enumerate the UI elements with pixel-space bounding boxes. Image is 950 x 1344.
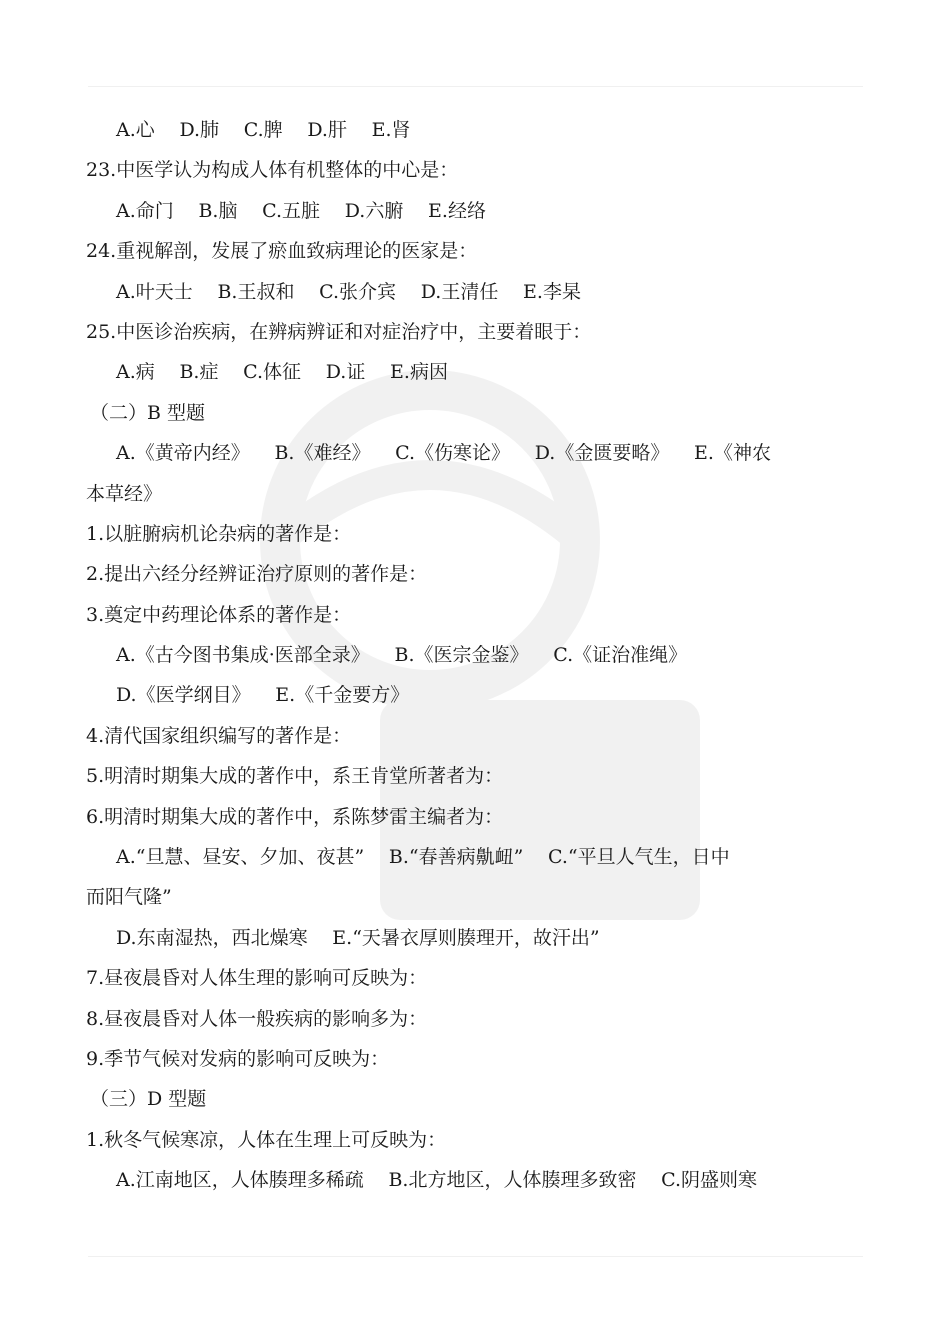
option-item: A.《黄帝内经》 bbox=[116, 442, 250, 465]
question-line: 1.以脏腑病机论杂病的著作是： bbox=[86, 522, 352, 545]
section-heading: （二）B 型题 bbox=[90, 401, 206, 424]
option-item: E.李杲 bbox=[523, 280, 581, 303]
option-item: C.《证治准绳》 bbox=[553, 644, 688, 667]
option-item: B.北方地区，人体腠理多致密 bbox=[388, 1169, 637, 1192]
option-item: D.王清任 bbox=[420, 280, 499, 303]
option-item: A.心 bbox=[116, 119, 155, 141]
question-line: 23.中医学认为构成人体有机整体的中心是： bbox=[86, 159, 459, 182]
option-item: A.江南地区，人体腠理多稀疏 bbox=[116, 1169, 364, 1192]
question-line: 本草经》 bbox=[86, 482, 163, 505]
question-line: 24.重视解剖，发展了瘀血致病理论的医家是： bbox=[86, 240, 478, 263]
option-item: C.阴盛则寒 bbox=[661, 1169, 758, 1192]
options-line bbox=[86, 1160, 856, 1200]
option-item: D.肺 bbox=[179, 119, 220, 141]
option-item: D.《医学纲目》 bbox=[116, 684, 251, 707]
footer-rule bbox=[88, 1256, 863, 1257]
question-line: 3.奠定中药理论体系的著作是： bbox=[86, 603, 352, 626]
options-line bbox=[86, 675, 856, 715]
option-item: B.《医宗金鉴》 bbox=[394, 644, 529, 667]
options-line bbox=[86, 272, 856, 312]
option-item: C.五脏 bbox=[262, 199, 321, 222]
options-line bbox=[86, 837, 856, 877]
option-item: E.《神农 bbox=[694, 442, 771, 465]
option-item: C.脾 bbox=[243, 119, 283, 141]
option-item: A.“旦慧、昼安、夕加、夜甚” bbox=[116, 846, 365, 869]
question-line: 1.秋冬气候寒凉，人体在生理上可反映为： bbox=[86, 1128, 447, 1151]
header-rule bbox=[88, 86, 863, 87]
option-item: C.《伤寒论》 bbox=[395, 442, 511, 465]
option-item: B.脑 bbox=[198, 199, 238, 222]
option-item: D.六腑 bbox=[344, 199, 404, 222]
options-line bbox=[86, 110, 856, 150]
option-item: E.“天暑衣厚则腠理开，故汗出” bbox=[332, 926, 600, 949]
option-item: C.张介宾 bbox=[319, 280, 397, 303]
options-line bbox=[86, 918, 856, 958]
question-line: 而阳气隆” bbox=[86, 886, 172, 909]
option-item: D.证 bbox=[325, 361, 366, 384]
options-line bbox=[86, 352, 856, 392]
option-item: A.《古今图书集成·医部全录》 bbox=[116, 644, 370, 667]
option-item: A.病 bbox=[116, 361, 155, 384]
options-line bbox=[86, 635, 856, 675]
option-item: A.叶天士 bbox=[116, 280, 193, 303]
option-item: A.命门 bbox=[116, 199, 174, 222]
section-heading: （三）D 型题 bbox=[90, 1088, 207, 1111]
option-item: D.肝 bbox=[307, 119, 347, 141]
option-item: B.王叔和 bbox=[217, 280, 295, 303]
option-item: D.《金匮要略》 bbox=[534, 442, 670, 465]
option-item: B.《难经》 bbox=[274, 442, 371, 465]
question-line: 6.明清时期集大成的著作中，系陈梦雷主编者为： bbox=[86, 805, 504, 828]
option-item: B.“春善病鼽衄” bbox=[388, 846, 524, 869]
option-item: C.体征 bbox=[243, 361, 302, 384]
option-item: E.病因 bbox=[390, 361, 448, 384]
question-line: 4.清代国家组织编写的著作是： bbox=[86, 724, 352, 747]
option-item: C.“平旦人气生，日中 bbox=[548, 846, 730, 869]
question-line: 2.提出六经分经辨证治疗原则的著作是： bbox=[86, 563, 428, 586]
question-line: 25.中医诊治疾病，在辨病辨证和对症治疗中，主要着眼于： bbox=[86, 320, 592, 343]
question-line: 7.昼夜晨昏对人体生理的影响可反映为： bbox=[86, 967, 428, 990]
option-item: B.症 bbox=[179, 361, 219, 384]
options-line bbox=[86, 191, 856, 231]
option-item: E.《千金要方》 bbox=[275, 684, 410, 707]
option-item: D.东南湿热，西北燥寒 bbox=[116, 926, 308, 949]
question-line: 8.昼夜晨昏对人体一般疾病的影响多为： bbox=[86, 1007, 428, 1030]
question-line: 9.季节气候对发病的影响可反映为： bbox=[86, 1047, 390, 1070]
document-body bbox=[86, 110, 856, 1201]
options-line bbox=[86, 433, 856, 473]
option-item: E.经络 bbox=[428, 199, 486, 222]
option-item: E.肾 bbox=[371, 119, 411, 141]
question-line: 5.明清时期集大成的著作中，系王肯堂所著者为： bbox=[86, 765, 504, 788]
